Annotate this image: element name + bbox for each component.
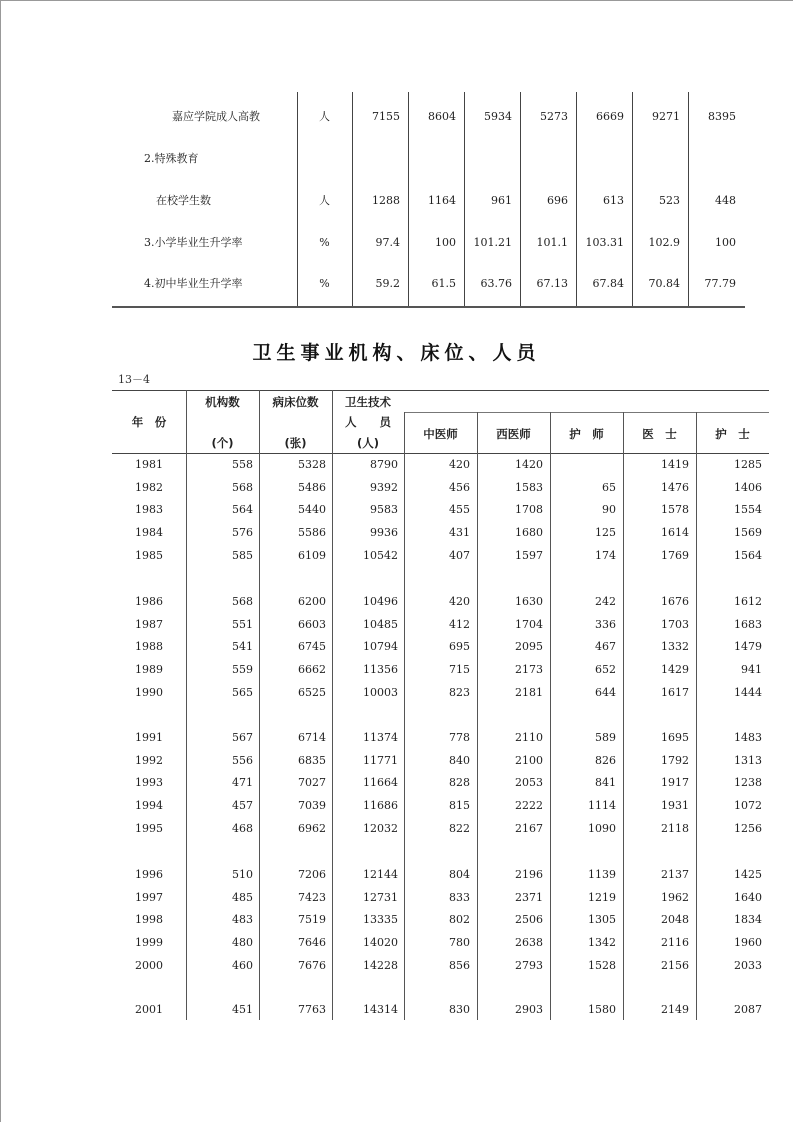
cell-value: 6200 [298,595,326,608]
cell-value: 7423 [298,890,326,904]
cell-value: 7027 [298,776,326,790]
row-year: 1995 [135,821,163,835]
cell-value: 7676 [298,958,326,972]
cell-value: 523 [659,194,680,207]
cell-value: 2506 [515,913,543,927]
cell-value: 7646 [298,936,326,950]
row-label: 4.初中毕业生升学率 [144,277,243,290]
cell-value: 1769 [661,548,689,562]
cell-value: 1708 [515,503,543,517]
table-row [0,593,793,611]
cell-value: 5273 [540,110,568,123]
cell-value: 2110 [515,731,543,744]
cell-value: 804 [449,868,470,881]
cell-value: 13335 [363,913,398,927]
cell-value: 941 [741,663,762,677]
cell-value: 1792 [661,753,689,767]
table-row [0,797,793,815]
cell-value: 1703 [661,617,689,631]
cell-value: 100 [435,236,456,249]
table-row [0,934,793,952]
cell-value: 100 [715,236,736,249]
cell-value: 11664 [363,776,398,790]
cell-value: 568 [232,480,253,494]
row-year: 1993 [135,776,163,790]
cell-value: 485 [232,890,253,904]
table-row [0,820,793,838]
cell-value: 9392 [370,480,398,494]
table-top-rule [112,390,769,391]
cell-value: 456 [449,480,470,494]
cell-value: 11374 [363,731,398,744]
cell-value: 460 [232,958,253,972]
cell-value: 336 [595,617,616,631]
cell-value: 1528 [588,958,616,972]
cell-value: 174 [595,548,616,562]
header-western-doctor: 西医师 [496,427,531,441]
cell-value: 455 [449,503,470,517]
row-unit: 人 [319,194,330,207]
header-assistant-doctor: 医 士 [642,427,677,441]
cell-value: 2053 [515,776,543,790]
row-year: 1984 [135,526,163,540]
header-tech-staff-unit: (人) [356,436,379,450]
cell-value: 826 [595,753,616,767]
cell-value: 14228 [363,958,398,972]
cell-value: 2793 [515,958,543,972]
cell-value: 480 [232,936,253,950]
table-row [0,957,793,975]
table-row [0,274,793,294]
cell-value: 840 [449,753,470,767]
cell-value: 1695 [661,731,689,744]
cell-value: 2638 [515,936,543,950]
cell-value: 10496 [363,595,398,608]
cell-value: 1285 [734,458,762,471]
row-year: 1998 [135,913,163,927]
cell-value: 1420 [515,458,543,471]
cell-value: 696 [547,194,568,207]
cell-value: 2100 [515,753,543,767]
row-year: 1989 [135,663,163,677]
cell-value: 564 [232,503,253,517]
cell-value: 2149 [661,1003,689,1016]
cell-value: 833 [449,890,470,904]
cell-value: 101.21 [473,236,512,249]
cell-value: 2033 [734,958,762,972]
cell-value: 2181 [515,685,543,699]
cell-value: 1680 [515,526,543,540]
row-year: 1987 [135,617,163,631]
table-row [0,752,793,770]
cell-value: 10485 [363,617,398,631]
cell-value: 420 [449,595,470,608]
cell-value: 6835 [298,753,326,767]
cell-value: 823 [449,685,470,699]
cell-value: 67.13 [536,277,568,290]
cell-value: 585 [232,548,253,562]
cell-value: 11356 [363,663,398,677]
cell-value: 822 [449,821,470,835]
cell-value: 1256 [734,821,762,835]
cell-value: 1164 [428,194,456,207]
cell-value: 1288 [372,194,400,207]
header-beds-unit: (张) [284,436,307,450]
cell-value: 12032 [363,821,398,835]
cell-value: 101.1 [536,236,568,249]
cell-value: 11771 [363,753,398,767]
cell-value: 558 [232,458,253,471]
cell-value: 7155 [372,110,400,123]
cell-value: 856 [449,958,470,972]
table-row [0,616,793,634]
table-row [0,501,793,519]
row-year: 1981 [135,458,163,471]
cell-value: 7763 [298,1003,326,1016]
header-senior-nurse: 护 师 [569,427,604,441]
cell-value: 613 [603,194,624,207]
table-row [0,866,793,884]
table-row [0,729,793,747]
cell-value: 830 [449,1003,470,1016]
table-row [0,774,793,792]
cell-value: 780 [449,936,470,950]
cell-value: 407 [449,548,470,562]
cell-value: 6603 [298,617,326,631]
table-row [0,107,793,127]
cell-value: 2173 [515,663,543,677]
cell-value: 14020 [363,936,398,950]
cell-value: 2116 [661,936,689,950]
cell-value: 6714 [298,731,326,744]
header-tech-staff-2: 人 员 [345,415,391,429]
table-row [0,456,793,474]
cell-value: 1704 [515,617,543,631]
cell-value: 1313 [734,753,762,767]
cell-value: 567 [232,731,253,744]
table-number: 13－4 [118,373,150,386]
table-row [0,191,793,211]
row-label: 2.特殊教育 [144,152,199,165]
cell-value: 483 [232,913,253,927]
cell-value: 103.31 [585,236,624,249]
cell-value: 1580 [588,1003,616,1016]
row-year: 1982 [135,480,163,494]
row-year: 1990 [135,685,163,699]
cell-value: 242 [595,595,616,608]
cell-value: 565 [232,685,253,699]
cell-value: 10003 [363,685,398,699]
cell-value: 10542 [363,548,398,562]
cell-value: 9936 [370,526,398,540]
cell-value: 6662 [298,663,326,677]
row-unit: % [319,236,330,249]
row-year: 1999 [135,936,163,950]
header-tcm-doctor: 中医师 [423,427,458,441]
cell-value: 11686 [363,799,398,813]
cell-value: 125 [595,526,616,540]
row-year: 1997 [135,890,163,904]
row-label: 3.小学毕业生升学率 [144,236,243,249]
cell-value: 802 [449,913,470,927]
cell-value: 6745 [298,640,326,654]
cell-value: 1476 [661,480,689,494]
cell-value: 1219 [588,890,616,904]
cell-value: 1617 [661,685,689,699]
cell-value: 6525 [298,685,326,699]
cell-value: 1444 [734,685,762,699]
cell-value: 1962 [661,890,689,904]
cell-value: 63.76 [480,277,512,290]
table-row [0,524,793,542]
table-row [0,911,793,929]
cell-value: 5586 [298,526,326,540]
cell-value: 551 [232,617,253,631]
cell-value: 559 [232,663,253,677]
row-year: 2000 [135,958,163,972]
cell-value: 9271 [652,110,680,123]
cell-value: 6962 [298,821,326,835]
row-year: 1988 [135,640,163,654]
cell-value: 2095 [515,640,543,654]
cell-value: 102.9 [648,236,680,249]
cell-value: 1569 [734,526,762,540]
cell-value: 1676 [661,595,689,608]
cell-value: 1583 [515,480,543,494]
cell-value: 6669 [596,110,624,123]
cell-value: 2137 [661,868,689,881]
cell-value: 5440 [298,503,326,517]
row-label: 嘉应学院成人高教 [172,110,260,123]
cell-value: 1238 [734,776,762,790]
cell-value: 576 [232,526,253,540]
cell-value: 448 [715,194,736,207]
cell-value: 90 [602,503,616,517]
row-year: 1991 [135,731,163,744]
cell-value: 815 [449,799,470,813]
cell-value: 471 [232,776,253,790]
cell-value: 467 [595,640,616,654]
cell-value: 8604 [428,110,456,123]
cell-value: 2118 [661,821,689,835]
cell-value: 589 [595,731,616,744]
cell-value: 1614 [661,526,689,540]
header-tech-staff: 卫生技术 [345,395,391,409]
cell-value: 77.79 [704,277,736,290]
cell-value: 1917 [661,776,689,790]
table-row [0,149,793,169]
cell-value: 556 [232,753,253,767]
cell-value: 9583 [370,503,398,517]
table-row [0,889,793,907]
cell-value: 59.2 [375,277,400,290]
cell-value: 457 [232,799,253,813]
cell-value: 1114 [588,799,616,813]
cell-value: 2167 [515,821,543,835]
cell-value: 1931 [661,799,689,813]
cell-value: 70.84 [648,277,680,290]
table-row [0,233,793,253]
cell-value: 1139 [588,868,616,881]
header-bottom-rule [112,453,769,454]
cell-value: 431 [449,526,470,540]
header-institutions-unit: (个) [211,436,234,450]
table-bottom-rule [112,306,745,308]
cell-value: 1483 [734,731,762,744]
row-unit: % [319,277,330,290]
cell-value: 1419 [661,458,689,471]
cell-value: 1554 [734,503,762,517]
cell-value: 65 [602,480,616,494]
header-nurse: 护 士 [715,427,750,441]
cell-value: 1425 [734,868,762,881]
cell-value: 2048 [661,913,689,927]
cell-value: 14314 [363,1003,398,1016]
cell-value: 652 [595,663,616,677]
cell-value: 5486 [298,480,326,494]
cell-value: 510 [232,868,253,881]
cell-value: 1429 [661,663,689,677]
cell-value: 451 [232,1003,253,1016]
cell-value: 828 [449,776,470,790]
cell-value: 1479 [734,640,762,654]
table-row [0,1001,793,1019]
cell-value: 7206 [298,868,326,881]
cell-value: 8790 [370,458,398,471]
cell-value: 1332 [661,640,689,654]
row-year: 1985 [135,548,163,562]
header-year: 年 份 [131,415,167,429]
cell-value: 12144 [363,868,398,881]
cell-value: 568 [232,595,253,608]
cell-value: 5934 [484,110,512,123]
cell-value: 2222 [515,799,543,813]
cell-value: 841 [595,776,616,790]
cell-value: 1640 [734,890,762,904]
cell-value: 1834 [734,913,762,927]
cell-value: 715 [449,663,470,677]
cell-value: 1578 [661,503,689,517]
cell-value: 1612 [734,595,762,608]
cell-value: 695 [449,640,470,654]
cell-value: 5328 [298,458,326,471]
cell-value: 1630 [515,595,543,608]
cell-value: 778 [449,731,470,744]
cell-value: 67.84 [592,277,624,290]
cell-value: 1342 [588,936,616,950]
cell-value: 7519 [298,913,326,927]
cell-value: 1406 [734,480,762,494]
cell-value: 961 [491,194,512,207]
cell-value: 10794 [363,640,398,654]
cell-value: 6109 [298,548,326,562]
cell-value: 1305 [588,913,616,927]
header-beds: 病床位数 [272,395,319,409]
row-year: 1992 [135,753,163,767]
cell-value: 8395 [708,110,736,123]
cell-value: 541 [232,640,253,654]
cell-value: 97.4 [375,236,400,249]
cell-value: 2903 [515,1003,543,1016]
cell-value: 412 [449,617,470,631]
row-year: 1983 [135,503,163,517]
cell-value: 2156 [661,958,689,972]
cell-value: 1960 [734,936,762,950]
cell-value: 1683 [734,617,762,631]
cell-value: 1072 [734,799,762,813]
cell-value: 2087 [734,1003,762,1016]
cell-value: 420 [449,458,470,471]
row-year: 1986 [135,595,163,608]
page-title: 卫生事业机构、床位、人员 [252,342,541,364]
row-year: 1994 [135,799,163,813]
row-label: 在校学生数 [156,194,211,207]
table-row [0,684,793,702]
cell-value: 1597 [515,548,543,562]
cell-value: 468 [232,821,253,835]
cell-value: 1564 [734,548,762,562]
cell-value: 7039 [298,799,326,813]
row-year: 2001 [135,1003,163,1016]
cell-value: 2196 [515,868,543,881]
page-border-top [0,0,793,1]
table-row [0,638,793,656]
cell-value: 12731 [363,890,398,904]
cell-value: 1090 [588,821,616,835]
row-year: 1996 [135,868,163,881]
table-row [0,479,793,497]
cell-value: 2371 [515,890,543,904]
table-row [0,661,793,679]
cell-value: 61.5 [431,277,456,290]
subheader-rule [404,412,769,413]
header-institutions: 机构数 [205,395,240,409]
table-row [0,547,793,565]
cell-value: 644 [595,685,616,699]
row-unit: 人 [319,110,330,123]
